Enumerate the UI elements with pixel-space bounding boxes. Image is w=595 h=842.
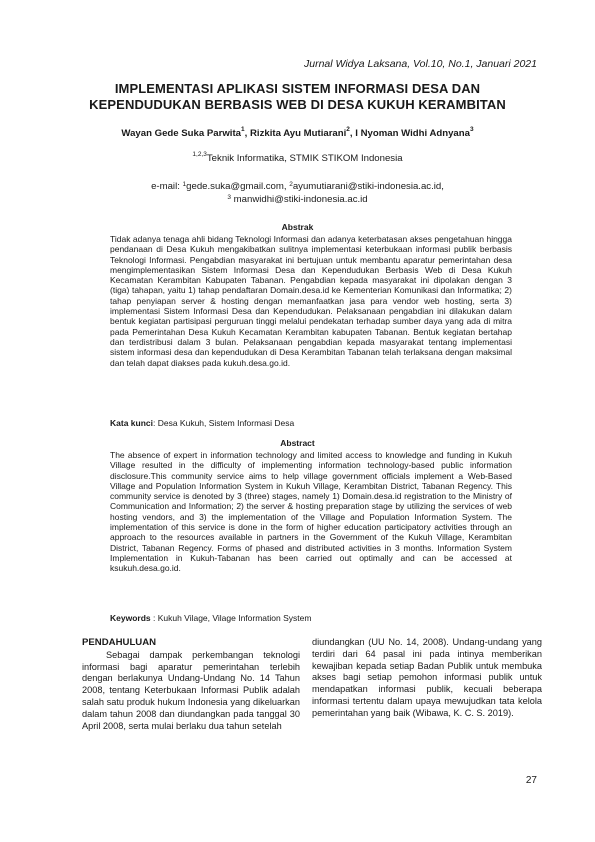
section-heading: PENDAHULUAN bbox=[82, 637, 157, 648]
abstract-body: The absence of expert in information technology and limited access to knowledge and funding in Kukuh Village resulted in the difficulty of implementing information technology-based public information disclosure.This community service aims to help village government officials implement a Web-Based Village and Population Information System in Kukuh Village, Kerambitan District, Tabanan Regency. This community service is denoted by 3 (three) stages, namely 1) Domain.desa.id registration to the Ministry of Communication and Information; 2) the server & hosting preparation stage by utilizing the services of web hosting vendors, and 3) the implementation of the Village and Population Information System. The implementation of this service is done in the form of higher education participatory activities through an approach to the resources available in partners in the Government of the Kukuh Village, Kerambitan District, Tabanan Regency. Forms of phased and distributed activities in 3 months. Information System Implementation in Kukuh-Tabanan has been carried out optimally and can be accessed at ksukuh.desa.go.id. bbox=[110, 450, 512, 574]
email-prefix: e-mail: bbox=[151, 181, 183, 192]
author-3: I Nyoman Widhi Adnyana bbox=[355, 128, 470, 139]
abstrak-heading: Abstrak bbox=[281, 222, 314, 232]
email-2: ayumutiarani@stiki-indonesia.ac.id, bbox=[292, 181, 444, 192]
paper-title bbox=[60, 81, 535, 113]
author-2: Rizkita Ayu Mutiarani bbox=[249, 128, 347, 139]
kata-kunci-text: : Desa Kukuh, Sistem Informasi Desa bbox=[153, 418, 295, 428]
keywords-text: : Kukuh Vilage, Vilage Information System bbox=[150, 613, 312, 623]
email-1: gede.suka@gmail.com, bbox=[186, 181, 290, 192]
author-list: Wayan Gede Suka Parwita$^1$, Rizkita Ayu Mutiarani$^2$, I Nyoman Widhi Adnyana$^3$ bbox=[121, 126, 474, 139]
author-3-sup: 3 bbox=[469, 126, 474, 133]
abstract-heading: Abstract bbox=[280, 438, 315, 448]
right-column bbox=[312, 637, 542, 720]
kata-kunci-label: Kata kunci bbox=[110, 418, 153, 428]
abstrak-body: Tidak adanya tenaga ahli bidang Teknologi Informasi dan adanya keterbatasan akses pengetahuan hingga pendanaan di Desa Kukuh mengakibatkan sulitnya implementasi keterbukaan informasi publik berbasis Teknologi Informasi. Pengabdian masyarakat ini bertujuan untuk membantu aparatur pemerintahan desa mengimplementasikan Sistem Informasi Desa dan Kependudukan Berbasis Web di Desa Kukuh Kecamatan Kerambitan Kabupaten Tabanan. Pengabdian kepada masyarakat ini dipolakan dengan 3 (tiga) tahapan, yaitu 1) tahap pendaftaran Domain.desa.id ke Kementerian Komunikasi dan Informatika; 2) tahap penyiapan server & hosting dengan memanfaatkan jasa para vendor web hosting, serta 3) implementasi Sistem Informasi Desa dan Kependudukan. Pelaksanaan pengabdian ini dilakukan dalam bentuk kegiatan partisipasi perguruan tinggi melalui pendekatan terhadap sumber daya yang ada di mitra pada Pemerintahan Desa Kukuh Kecamatan Kerambitan kabupaten Tabanan. Bentuk kegiatan bertahap dan terdistribusi dalam 3 bulan. Pelaksanaan pengabdian kepada masyarakat tentang implementasi sistem informasi desa dan kependudukan di Desa Kerambitan Tabanan telah terlaksana dengan maksimal dan telah dapat diakses pada kukuh.desa.go.id. bbox=[110, 234, 512, 368]
affiliation-text: Teknik Informatika, STMIK STIKOM Indonesia bbox=[206, 153, 403, 164]
author-1-sup: 1 bbox=[241, 126, 245, 133]
affiliation-sup: 1,2,3 bbox=[192, 151, 207, 158]
email-1-sup: 1 bbox=[182, 181, 187, 188]
right-column-text: diundangkan (UU No. 14, 2008). Undang-undang yang terdiri dari 64 pasal ini pada intinya memberikan kewajiban kepada setiap Badan Publik untuk membuka akses bagi setiap pemohon informasi publik untuk mendapatkan informasi publik, kecuali beberapa informasi tertentu dalam upaya mewujudkan tata kelola pemerintahan yang baik (Wibawa, K. C. S. 2019). bbox=[312, 637, 542, 718]
left-column bbox=[82, 637, 300, 732]
title-line-2: KEPENDUDUKAN BERBASIS WEB DI DESA KUKUH KERAMBITAN bbox=[89, 97, 506, 112]
left-column-text: Sebagai dampak perkembangan teknologi informasi bagi aparatur pemerintahan terlebih dengan berlakunya Undang-Undang No. 14 Tahun 2008, tentang Keterbukaan Informasi Publik adalah salah satu produk hukum Indonesia yang dikeluarkan dalam tahun 2008 dan diundangkan pada tanggal 30 April 2008, serta mulai berlaku dua tahun setelah bbox=[82, 649, 300, 731]
affiliation bbox=[40, 153, 555, 164]
author-2-sup: 2 bbox=[346, 126, 350, 133]
title-line-1: IMPLEMENTASI APLIKASI SISTEM INFORMASI DESA DAN bbox=[114, 81, 481, 96]
email-3-sup: 3 bbox=[227, 194, 231, 201]
keywords bbox=[110, 613, 512, 623]
author-1: Wayan Gede Suka Parwita bbox=[121, 128, 242, 139]
keywords-label: Keywords bbox=[110, 613, 151, 623]
email-2-sup: 2 bbox=[289, 181, 293, 188]
email-3: manwidhi@stiki-indonesia.ac.id bbox=[230, 194, 368, 205]
page-number: 27 bbox=[525, 775, 537, 786]
email-block bbox=[40, 180, 555, 206]
journal-header: Jurnal Widya Laksana, Vol.10, No.1, Januari 2021 bbox=[304, 58, 537, 70]
kata-kunci bbox=[110, 418, 512, 428]
